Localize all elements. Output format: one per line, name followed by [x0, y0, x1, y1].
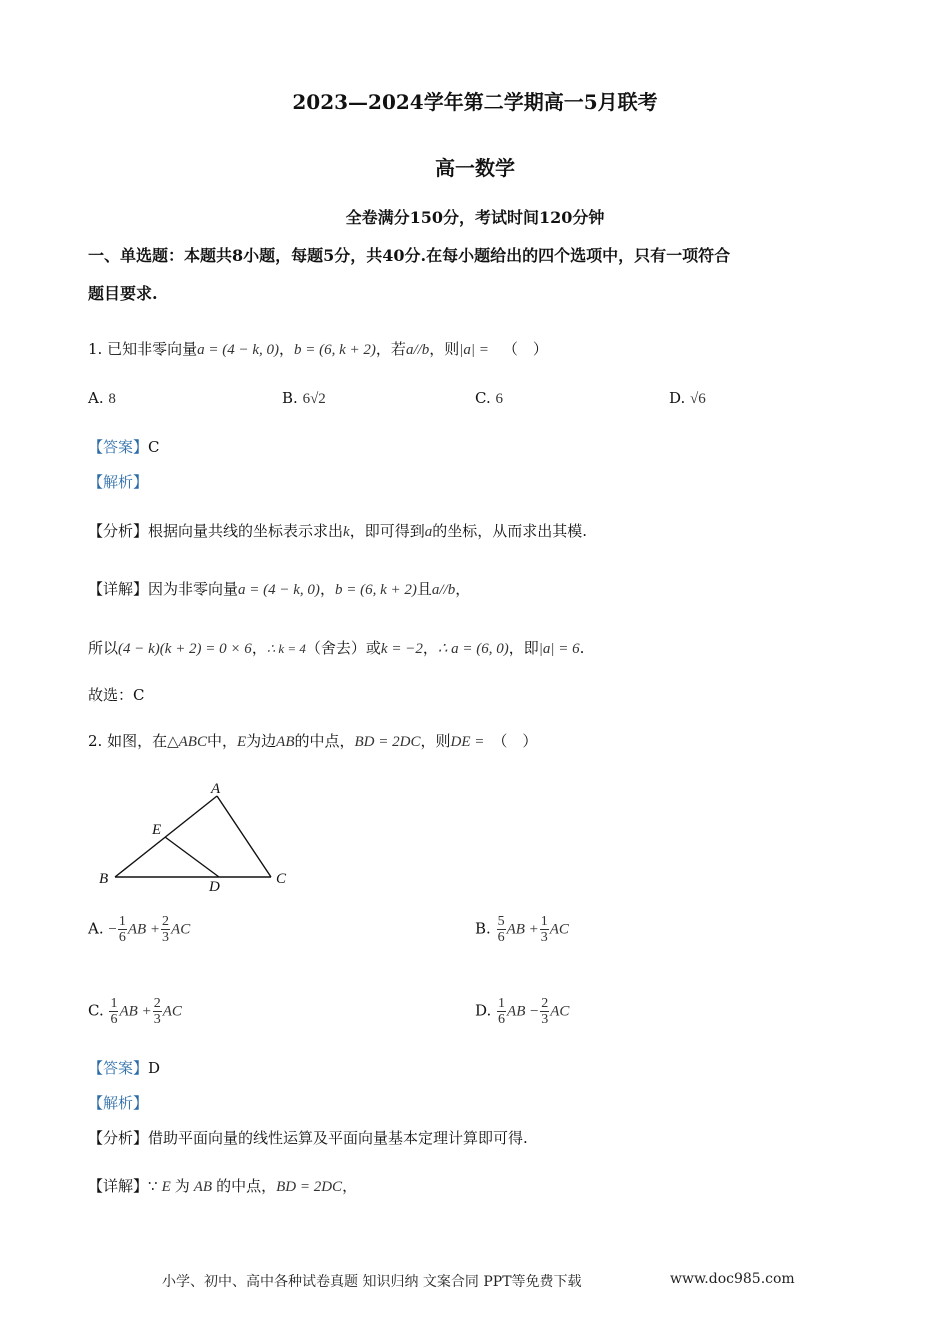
detail-text: 为 [174, 1177, 190, 1195]
option-label: A. [88, 919, 109, 938]
detail-comma: ， [319, 580, 335, 598]
q2-E: E [236, 734, 247, 750]
detail-and: 且 [416, 580, 432, 598]
label-A: A [211, 781, 221, 797]
frac-2 [161, 914, 170, 945]
exam-title: 2023—2024学年第二学期高一5月联考 [292, 90, 658, 114]
q2-text: 中， [206, 732, 237, 750]
q2-detail [88, 1175, 357, 1196]
detail-vector-a: a = (4 − k, 0) [238, 582, 320, 598]
line-km2: k = −2 [380, 641, 423, 657]
denominator: 6 [110, 1012, 118, 1027]
option-label: D. [669, 389, 691, 407]
q1-vector-a: a = (4 − k, 0) [197, 342, 279, 358]
q1-option-d [669, 389, 706, 408]
option-label: D. [475, 1001, 497, 1020]
label-B: B [99, 871, 109, 887]
section-heading: 一、单选题：本题共8小题，每题5分，共40分.在每小题给出的四个选项中，只有一项符合 [88, 246, 731, 265]
fenxi-a: a [424, 524, 433, 540]
q1-option-c [475, 389, 503, 408]
numerator: 2 [153, 996, 161, 1011]
q2-blank: （ ） [492, 732, 538, 750]
frac-1 [109, 996, 118, 1027]
q1-abs-a: |a| = [459, 342, 489, 358]
denominator: 6 [118, 930, 126, 945]
option-label: C. [475, 389, 496, 407]
label-E: E [152, 822, 162, 838]
fenxi-text: ，即可得到 [349, 522, 425, 540]
detail-AB: AB [193, 1179, 213, 1195]
q1-parallel: a//b [405, 342, 430, 358]
q1-comma: ， [279, 340, 295, 358]
q2-stem [88, 730, 537, 751]
q1-detail [88, 578, 470, 599]
option-term: AC [162, 1003, 182, 1020]
fenxi-k: k [343, 524, 350, 540]
option-value: √6 [690, 391, 706, 407]
denominator: 6 [497, 930, 505, 945]
label-C: C [276, 871, 287, 887]
option-term: AB + [506, 921, 539, 938]
line-end: . [579, 639, 585, 657]
side-ac [217, 796, 271, 877]
option-term: AB + [119, 1003, 152, 1020]
detail-tag: 【详解】 [88, 580, 149, 598]
frac-1 [118, 914, 127, 945]
q1-answer [88, 436, 160, 457]
detail-E: E [161, 1179, 171, 1195]
fenxi-tag: 【分析】 [88, 522, 149, 540]
numerator: 1 [540, 914, 548, 929]
q1-option-a [88, 389, 116, 408]
detail-end: ， [455, 580, 471, 598]
q2-analysis-tag: 【解析】 [88, 1094, 149, 1112]
footer-text: 小学、初中、高中各种试卷真题 知识归纳 文案合同 PPT等免费下载 [162, 1274, 582, 1290]
fenxi-tag: 【分析】 [88, 1129, 149, 1147]
line-k4: ∴ k = 4 [266, 641, 306, 656]
q2-option-c [88, 996, 182, 1027]
q2-bd: BD = 2DC [354, 734, 421, 750]
answer-value: D [148, 1059, 161, 1077]
q1-if: ，若 [375, 340, 406, 358]
q2-option-b [475, 914, 569, 945]
numerator: 1 [110, 996, 118, 1011]
because-symbol: ∵ [148, 1179, 158, 1195]
denominator: 3 [540, 930, 548, 945]
q1-stem [88, 338, 548, 359]
triangle-figure [95, 776, 300, 896]
detail-tag: 【详解】 [88, 1177, 149, 1195]
q2-de: DE = [450, 734, 485, 750]
numerator: 2 [162, 914, 170, 929]
detail-vector-b: b = (6, k + 2) [334, 582, 417, 598]
option-label: A. [88, 389, 109, 407]
option-term: AB − [507, 1003, 540, 1020]
section-heading-cont: 题目要求. [88, 284, 158, 303]
frac-1 [497, 996, 506, 1027]
option-label: B. [475, 919, 496, 938]
option-value: 8 [108, 391, 116, 407]
q1-then: ，则 [429, 340, 460, 358]
q2-AB: AB [276, 734, 295, 750]
label-D: D [209, 879, 220, 895]
fenxi-text: 根据向量共线的坐标表示求出 [148, 522, 344, 540]
q1-prefix: 1. 已知非零向量 [88, 340, 198, 358]
answer-tag: 【答案】 [88, 1059, 149, 1077]
footer-link[interactable]: www.doc985.com [670, 1271, 795, 1287]
option-value: 6√2 [302, 391, 326, 407]
q1-fenxi [88, 520, 587, 541]
line-avec: ∴ a = (6, 0) [437, 641, 509, 657]
answer-value: C [148, 438, 160, 456]
numerator: 1 [118, 914, 126, 929]
frac-2 [540, 996, 549, 1027]
q2-option-a [88, 914, 190, 945]
option-sign: − [108, 921, 117, 938]
denominator: 3 [541, 1012, 549, 1027]
frac-1 [497, 914, 506, 945]
numerator: 5 [497, 914, 505, 929]
segment-ed [165, 837, 219, 877]
line-abs: |a| = 6 [538, 641, 580, 657]
q2-answer [88, 1057, 160, 1078]
denominator: 6 [498, 1012, 506, 1027]
q1-blank: （ ） [502, 340, 548, 358]
detail-end: ， [342, 1177, 358, 1195]
q2-text: 的中点， [294, 732, 355, 750]
option-term: AC [549, 921, 569, 938]
option-value: 6 [495, 391, 503, 407]
q2-option-d [475, 996, 569, 1027]
q2-prefix: 2. 如图，在 [88, 732, 168, 750]
answer-tag: 【答案】 [88, 438, 149, 456]
q2-text: ，则 [420, 732, 451, 750]
option-label: C. [88, 1001, 109, 1020]
fenxi-text: 的坐标，从而求出其模. [432, 522, 587, 540]
q2-text: 为边 [246, 732, 277, 750]
q1-option-b [282, 389, 326, 408]
q2-triangle: △ABC [167, 734, 207, 750]
denominator: 3 [162, 930, 170, 945]
detail-parallel: a//b [431, 582, 456, 598]
option-term: AC [171, 921, 191, 938]
line-equation: (4 − k)(k + 2) = 0 × 6 [118, 641, 252, 657]
denominator: 3 [153, 1012, 161, 1027]
detail-bd: BD = 2DC [276, 1179, 343, 1195]
q1-detail-line2 [88, 637, 584, 658]
option-term: AC [550, 1003, 570, 1020]
q1-final: 故选：C [88, 686, 145, 704]
q1-analysis-tag: 【解析】 [88, 473, 149, 491]
exam-info: 全卷满分150分，考试时间120分钟 [345, 208, 605, 227]
detail-text: 的中点， [216, 1177, 277, 1195]
line-comma: ，即 [508, 639, 539, 657]
line-comma: ， [251, 639, 267, 657]
line-text: 所以 [88, 639, 119, 657]
line-comma: ， [422, 639, 438, 657]
subject-title: 高一数学 [435, 156, 515, 180]
numerator: 1 [498, 996, 506, 1011]
option-label: B. [282, 389, 303, 407]
detail-text: 因为非零向量 [148, 580, 239, 598]
frac-2 [153, 996, 162, 1027]
line-note: （舍去）或 [305, 639, 381, 657]
q1-vector-b: b = (6, k + 2) [294, 342, 376, 358]
q2-fenxi [88, 1127, 528, 1148]
frac-2 [540, 914, 549, 945]
numerator: 2 [541, 996, 549, 1011]
option-term: AB + [127, 921, 161, 938]
fenxi-text: 借助平面向量的线性运算及平面向量基本定理计算即可得. [148, 1129, 528, 1147]
